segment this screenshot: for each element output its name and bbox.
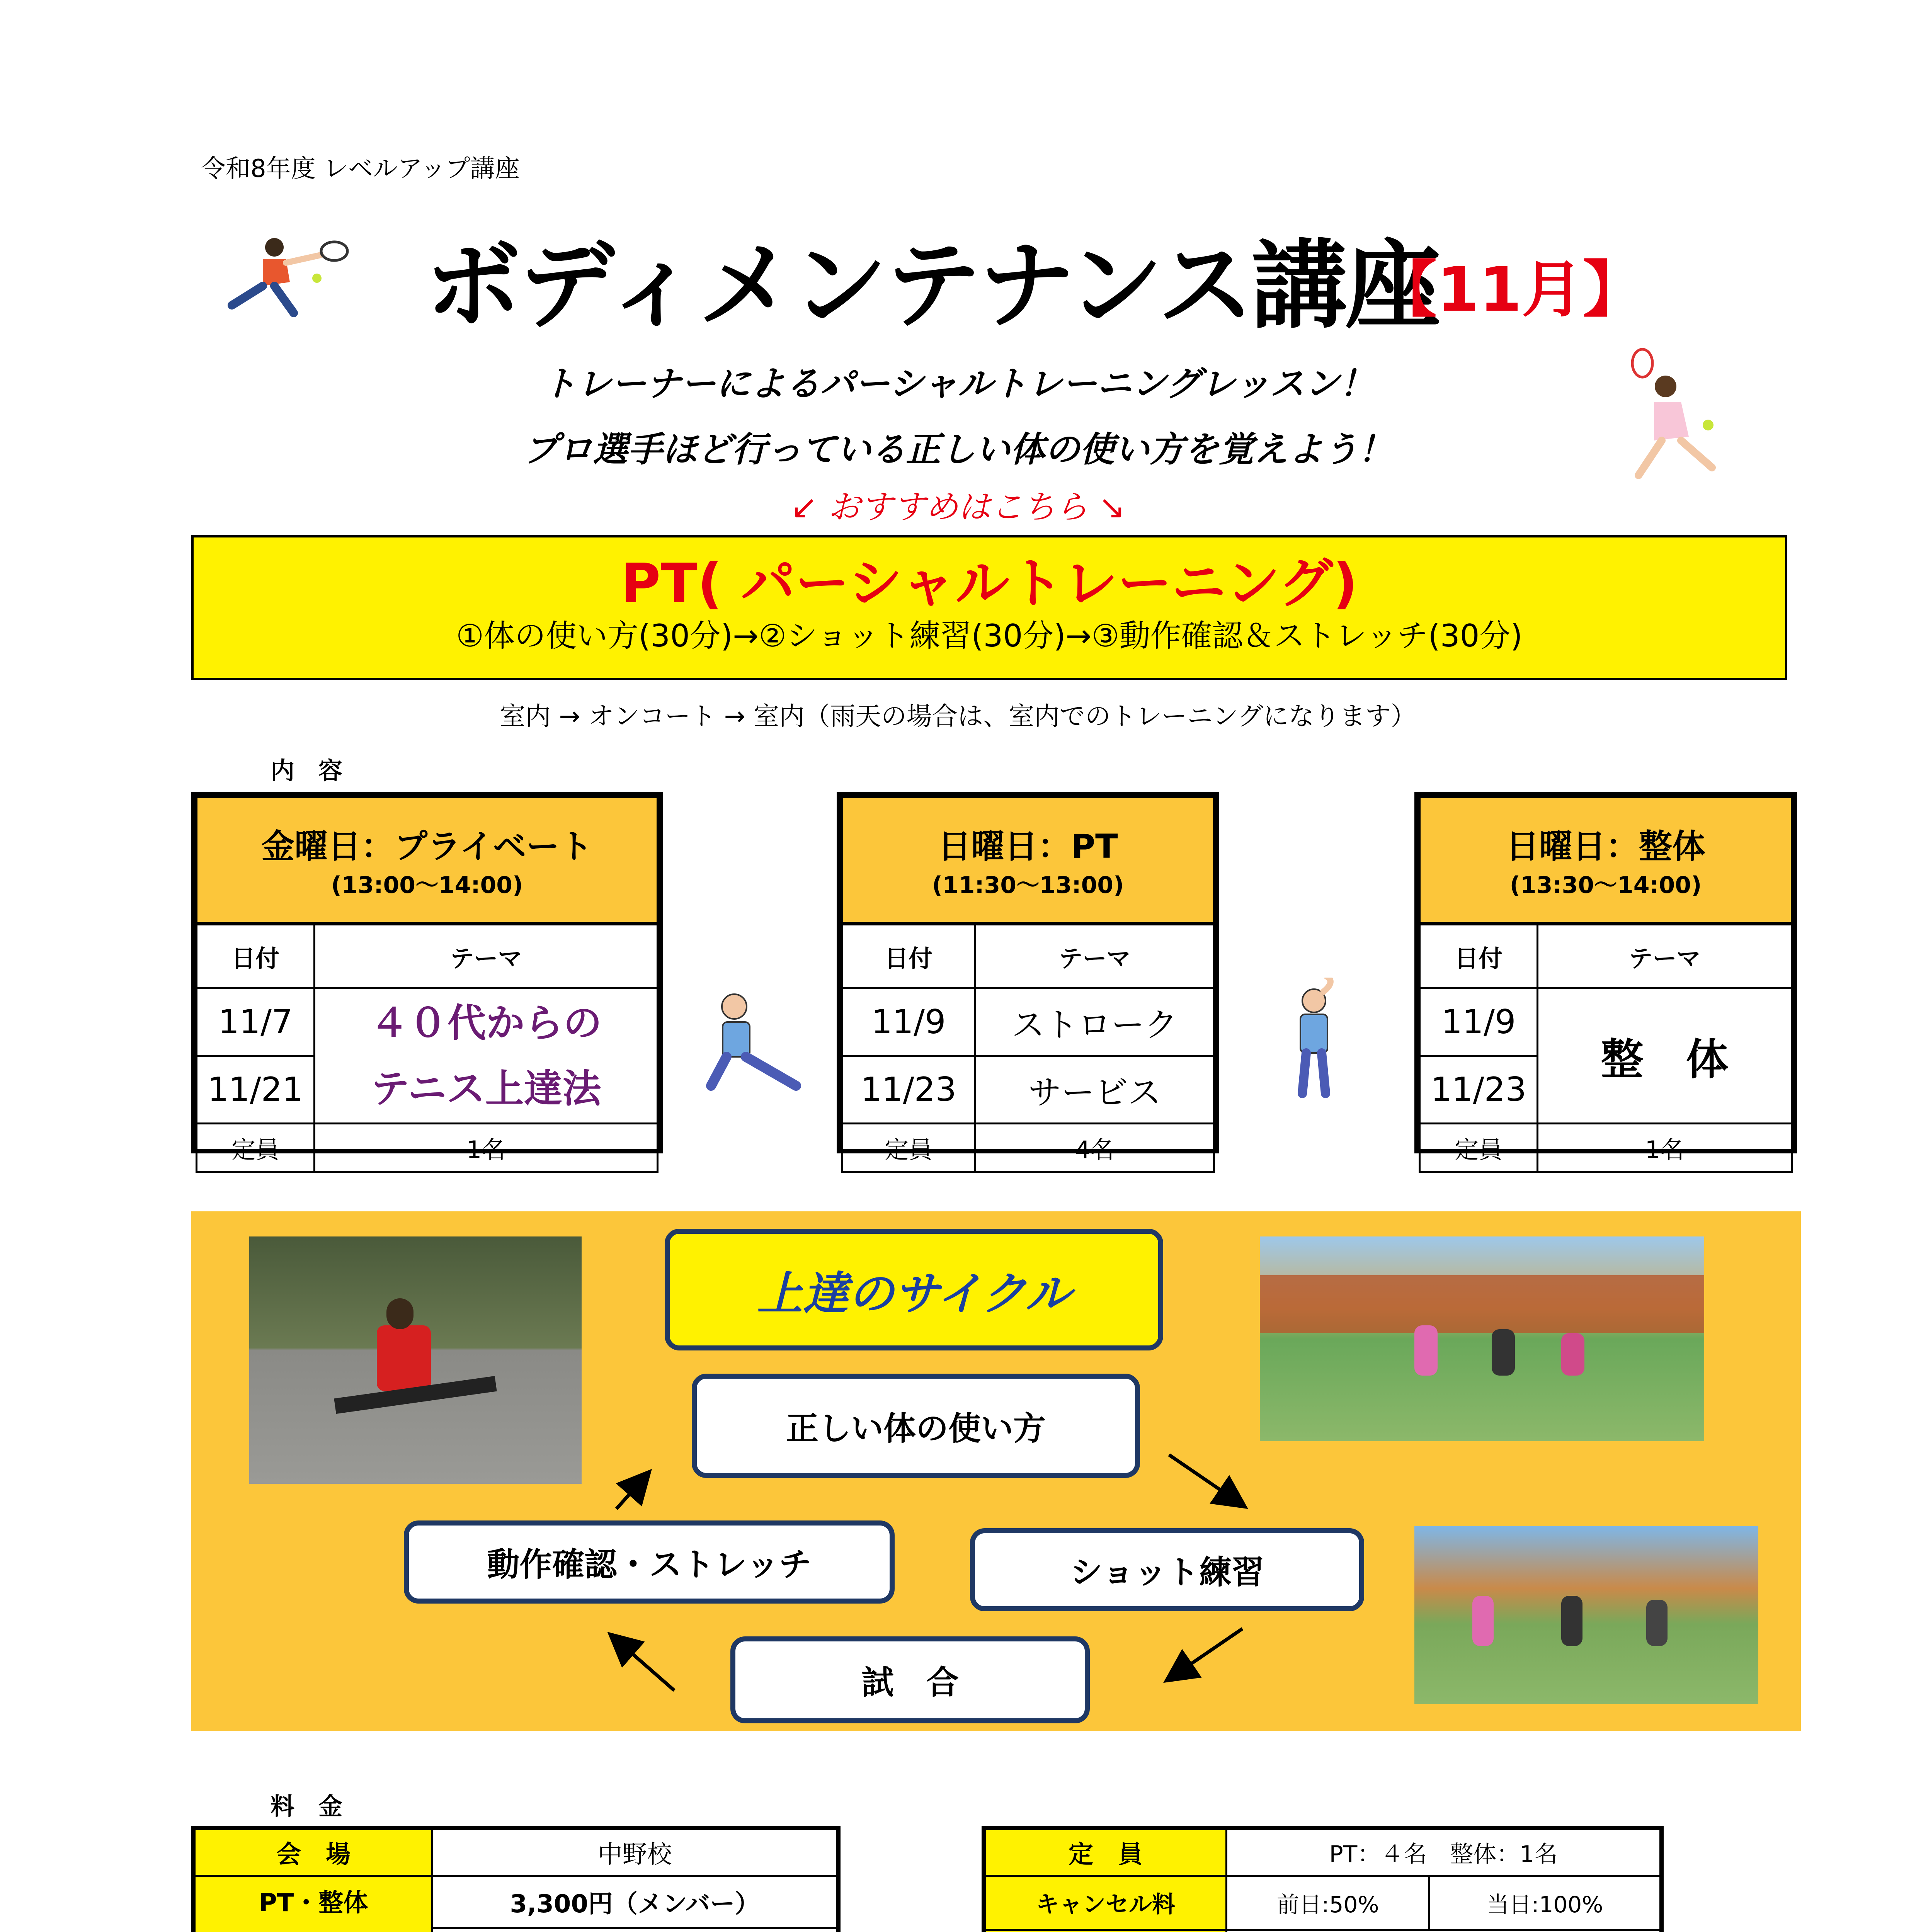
fees-section-label: 料 金	[271, 1792, 343, 1820]
info-table	[982, 1826, 1664, 1932]
date-cell: 11/9	[842, 988, 975, 1056]
friday-theme-line1: ４０代からの	[370, 1000, 602, 1046]
cancel-fee-label: キャンセル料	[985, 1876, 1227, 1930]
side-stretch-illustration	[1275, 978, 1353, 1101]
cycle-step-label: 正しい体の使い方	[786, 1409, 1046, 1447]
sunday-seitai-time: (13:30～14:00)	[1509, 872, 1702, 899]
cycle-step-label: ショット練習	[1070, 1553, 1264, 1591]
col-date: 日付	[1420, 924, 1538, 988]
schedule-section-label: 内 容	[271, 757, 343, 785]
seitai-theme: 整 体	[1538, 988, 1792, 1124]
cycle-title: 上達のサイクル	[757, 1267, 1071, 1320]
friday-theme	[315, 988, 658, 1124]
page-title: ボディメンテナンス講座	[425, 230, 1439, 342]
cancel-prev-day: 前日:50%	[1227, 1876, 1429, 1930]
capacity-label: 定員	[197, 1124, 315, 1172]
capacity-label: 定員	[842, 1124, 975, 1172]
recommend-label: ↙ おすすめはこちら ↘	[790, 488, 1126, 526]
friday-time: (13:00～14:00)	[331, 872, 523, 899]
arrow-bottom-right-icon	[1169, 1629, 1242, 1679]
fiscal-label: 令和8年度 レベルアップ講座	[201, 155, 520, 183]
tagline-2: プロ選手ほど行っている正しい体の使い方を覚えよう！	[523, 429, 1393, 470]
capacity-value: 4名	[975, 1124, 1214, 1172]
col-date: 日付	[842, 924, 975, 988]
venue-value: 中野校	[432, 1829, 837, 1876]
capacity-value: 1名	[1538, 1124, 1792, 1172]
fees-table	[191, 1826, 841, 1932]
friday-schedule-table	[191, 792, 663, 1164]
sunday-seitai-title: 日曜日：整体	[1506, 827, 1705, 866]
tennis-player-illustration	[216, 232, 363, 332]
capacity-label: 定 員	[985, 1829, 1227, 1876]
friday-theme-line2: テニス上達法	[371, 1066, 601, 1111]
date-cell: 11/9	[1420, 988, 1538, 1056]
cancel-same-day: 当日:100%	[1429, 1876, 1661, 1930]
pt-fee-label-line1: PT・整体	[259, 1888, 368, 1917]
sunday-seitai-schedule-table	[1414, 792, 1797, 1164]
friday-title: 金曜日：プライベート	[261, 827, 593, 866]
col-theme: テーマ	[315, 924, 658, 988]
col-theme: テーマ	[975, 924, 1214, 988]
theme-cell: サービス	[975, 1056, 1214, 1124]
capacity-value: PT：４名 整体：1名	[1227, 1829, 1661, 1876]
date-cell: 11/23	[1420, 1056, 1538, 1124]
arrow-top-right-icon	[1169, 1455, 1242, 1505]
pt-fee-label	[195, 1876, 432, 1932]
pt-member-fee: 3,300円（メンバー）	[432, 1876, 837, 1928]
training-group-photo-2	[1414, 1526, 1758, 1704]
pt-visitor-fee	[432, 1928, 837, 1932]
pt-banner-steps: ①体の使い方(30分)→②ショット練習(30分)→③動作確認＆ストレッチ(30分)	[456, 618, 1523, 654]
apply-value	[1227, 1930, 1661, 1932]
tagline-1: トレーナーによるパーシャルトレーニングレッスン！	[542, 364, 1374, 404]
sunday-pt-time: (11:30～13:00)	[932, 872, 1124, 899]
apply-label	[985, 1930, 1227, 1932]
date-cell: 11/23	[842, 1056, 975, 1124]
pt-fee-label-line2	[196, 1928, 431, 1932]
arrow-bottom-left-icon	[613, 1636, 674, 1690]
sunday-pt-title: 日曜日：PT	[938, 827, 1118, 866]
month-tag: 【11月】	[1376, 254, 1644, 325]
cycle-step-label: 試 合	[861, 1663, 959, 1701]
sunday-pt-schedule-table	[837, 792, 1219, 1164]
pt-banner	[191, 535, 1787, 680]
pt-route-note: 室内 → オンコート → 室内（雨天の場合は、室内でのトレーニングになります）	[500, 701, 1416, 731]
capacity-value: 1名	[315, 1124, 658, 1172]
col-date: 日付	[197, 924, 315, 988]
pt-banner-title: PT( パーシャルトレーニング)	[621, 552, 1358, 615]
theme-cell: ストローク	[975, 988, 1214, 1056]
col-theme: テーマ	[1538, 924, 1792, 988]
date-cell: 11/7	[197, 988, 315, 1056]
cycle-step-label: 動作確認・ストレッチ	[487, 1546, 812, 1583]
venue-label: 会 場	[195, 1829, 432, 1876]
arrow-top-left-icon	[616, 1474, 647, 1509]
date-cell: 11/21	[197, 1056, 315, 1124]
stretching-figure-illustration	[696, 989, 812, 1101]
capacity-label: 定員	[1420, 1124, 1538, 1172]
